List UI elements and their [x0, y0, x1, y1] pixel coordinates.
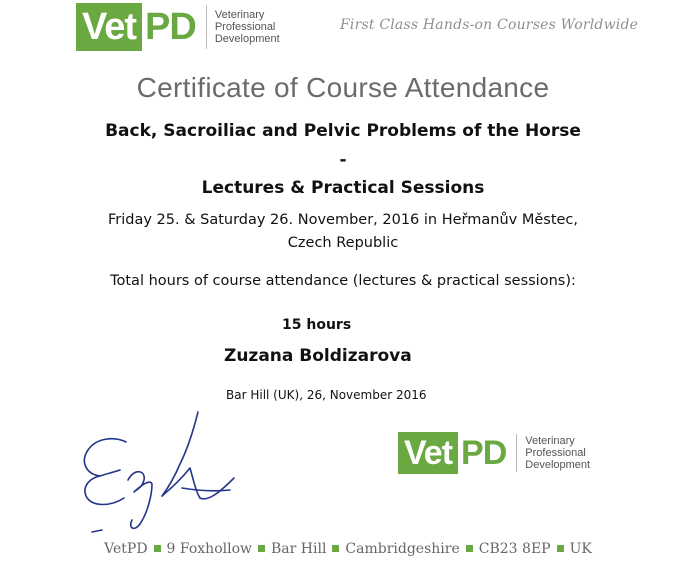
attendance-hours: 15 hours [282, 317, 352, 333]
square-bullet-icon [154, 545, 161, 552]
footer-part-county: Cambridgeshire [345, 541, 460, 557]
logo-line-professional: Professional [525, 447, 586, 459]
course-date-line1: Friday 25. & Saturday 26. November, 2016 in Heřmanův Městec, [107, 212, 579, 228]
vetpd-logo-bottom [398, 432, 590, 474]
footer-address [0, 541, 696, 557]
course-title-dash: - [339, 150, 347, 170]
square-bullet-icon [557, 545, 564, 552]
logo-line-development: Development [214, 33, 280, 45]
course-title-line1: Back, Sacroiliac and Pelvic Problems of the Horse [105, 121, 581, 141]
square-bullet-icon [258, 545, 265, 552]
logo-line-professional: Professional [214, 21, 276, 33]
logo-divider [206, 5, 207, 49]
course-title-line2: Lectures & Practical Sessions [201, 178, 485, 198]
course-date-line2: Czech Republic [287, 235, 399, 251]
logo-line-veterinary: Veterinary [214, 9, 265, 21]
attendee-name: Zuzana Boldizarova [224, 346, 412, 366]
footer-part-town: Bar Hill [271, 541, 327, 557]
signature-image [78, 408, 248, 543]
issued-place-date: Bar Hill (UK), 26, November 2016 [226, 388, 427, 402]
logo-words [215, 3, 280, 51]
logo-line-development: Development [525, 459, 591, 471]
logo-line-veterinary: Veterinary [525, 435, 575, 447]
footer-part-street: 9 Foxhollow [166, 541, 252, 557]
logo-vet-text: Vet [398, 432, 458, 474]
logo-divider [516, 434, 517, 472]
logo-words [525, 432, 590, 474]
logo-vet-text: Vet [76, 3, 142, 51]
logo-pd-text: PD [458, 432, 510, 474]
certificate-title: Certificate of Course Attendance [136, 72, 550, 103]
square-bullet-icon [332, 545, 339, 552]
attendance-label: Total hours of course attendance (lectures & practical sessions): [110, 273, 576, 289]
footer-part-org: VetPD [104, 541, 148, 557]
footer-part-postcode: CB23 8EP [478, 541, 551, 557]
square-bullet-icon [466, 545, 473, 552]
tagline: First Class Hands-on Courses Worldwide [340, 17, 639, 33]
logo-pd-text: PD [142, 3, 200, 51]
vetpd-logo-top [76, 3, 280, 51]
footer-part-country: UK [569, 541, 592, 557]
